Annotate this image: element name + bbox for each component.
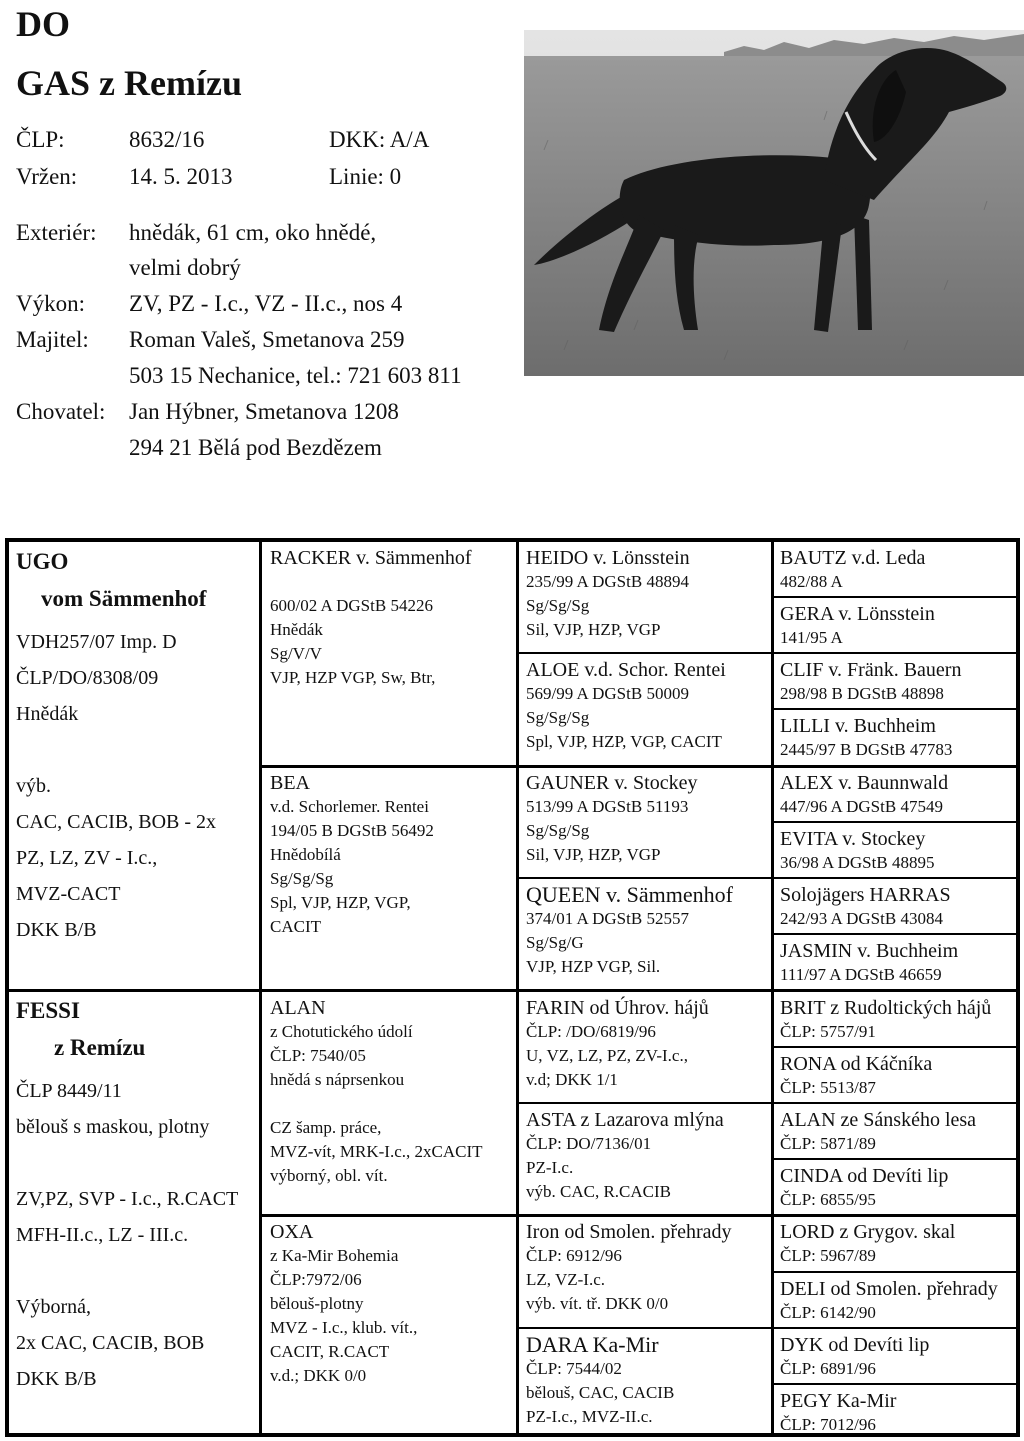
ancestor-name: HEIDO v. Lönsstein xyxy=(526,547,690,569)
ancestor-line: VJP, HZP VGP, Sil. xyxy=(526,957,661,976)
row-divider xyxy=(516,877,1016,879)
ancestor-line: 298/98 B DGStB 48898 xyxy=(780,684,944,703)
ancestor-line: v.d.; DKK 0/0 xyxy=(270,1366,367,1385)
row-divider xyxy=(771,708,1016,710)
ancestor-line: ČLP: 6891/96 xyxy=(780,1359,876,1378)
great-grandparent-cell xyxy=(526,1108,724,1204)
ancestor-line: PZ-I.c. xyxy=(526,1158,574,1177)
ancestor-name: Solojägers HARRAS xyxy=(780,884,951,906)
row-divider xyxy=(516,652,1016,654)
dam-line: MFH-II.c., LZ - III.c. xyxy=(16,1224,189,1246)
ancestor-name: DELI od Smolen. přehrady xyxy=(780,1278,998,1300)
row-divider xyxy=(516,1102,1016,1104)
owner-address: 503 15 Nechanice, tel.: 721 603 811 xyxy=(129,363,462,388)
ancestor-line: hnědá s náprsenkou xyxy=(270,1070,405,1089)
column-divider xyxy=(516,542,519,1433)
gg-grandparent-cell xyxy=(780,1277,998,1325)
gg-grandparent-cell xyxy=(780,546,925,594)
gg-grandparent-cell xyxy=(780,658,961,706)
ancestor-name: LORD z Grygov. skal xyxy=(780,1221,956,1243)
line-label: Linie: 0 xyxy=(329,164,402,189)
ancestor-line: ČLP: 5513/87 xyxy=(780,1078,876,1097)
ancestor-line: z Chotutického údolí xyxy=(270,1022,413,1041)
gg-grandparent-cell xyxy=(780,1389,896,1437)
row-divider xyxy=(516,1327,1016,1329)
ancestor-name: EVITA v. Stockey xyxy=(780,828,926,850)
ancestor-line: ČLP: 5757/91 xyxy=(780,1022,876,1041)
ancestor-line: 447/96 A DGStB 47549 xyxy=(780,797,943,816)
ancestor-line: 374/01 A DGStB 52557 xyxy=(526,909,689,928)
ancestor-line: ČLP:7972/06 xyxy=(270,1270,362,1289)
ancestor-name: BRIT z Rudoltických hájů xyxy=(780,997,992,1019)
dam-line: Výborná, xyxy=(16,1296,91,1318)
ancestor-line: z Ka-Mir Bohemia xyxy=(270,1246,399,1265)
row-divider xyxy=(771,821,1016,823)
ancestor-line: Sil, VJP, HZP, VGP xyxy=(526,620,661,639)
ancestor-line: ČLP: 6855/95 xyxy=(780,1190,876,1209)
owner-value: Roman Valeš, Smetanova 259 xyxy=(129,327,405,352)
ancestor-line: CACIT xyxy=(270,917,321,936)
ancestor-line: U, VZ, LZ, PZ, ZV-I.c., xyxy=(526,1046,688,1065)
clp-value: 8632/16 xyxy=(129,127,205,152)
gg-grandparent-cell xyxy=(780,602,935,650)
ancestor-line: CACIT, R.CACT xyxy=(270,1342,390,1361)
ancestor-line: v.d; DKK 1/1 xyxy=(526,1070,618,1089)
ancestor-line: 482/88 A xyxy=(780,572,843,591)
great-grandparent-cell xyxy=(526,1220,732,1316)
clp-label: ČLP: xyxy=(16,127,65,152)
great-grandparent-cell xyxy=(526,658,726,754)
row-divider xyxy=(771,1271,1016,1273)
ancestor-line: Sg/Sg/Sg xyxy=(526,708,590,727)
gg-grandparent-cell xyxy=(780,1108,976,1156)
sire-line: MVZ-CACT xyxy=(16,883,121,905)
ancestor-name: GERA v. Lönsstein xyxy=(780,603,935,625)
sire-line: výb. xyxy=(16,775,51,797)
ancestor-name: PEGY Ka-Mir xyxy=(780,1390,897,1412)
ancestor-line: ČLP: 7544/02 xyxy=(526,1359,622,1378)
ancestor-name: LILLI v. Buchheim xyxy=(780,715,936,737)
ancestor-name: JASMIN v. Buchheim xyxy=(780,940,959,962)
gg-grandparent-cell xyxy=(780,714,952,762)
ancestor-line: MVZ - I.c., klub. vít., xyxy=(270,1318,418,1337)
sire-line: PZ, LZ, ZV - I.c., xyxy=(16,847,158,869)
ancestor-line: Sg/Sg/Sg xyxy=(270,869,334,888)
grandparent-cell xyxy=(270,1220,417,1388)
row-divider xyxy=(259,765,1016,768)
ancestor-line: Hnědobílá xyxy=(270,845,341,864)
ancestor-line: 2445/97 B DGStB 47783 xyxy=(780,740,953,759)
ancestor-name: CINDA od Devíti lip xyxy=(780,1165,949,1187)
ancestor-name: GAUNER v. Stockey xyxy=(526,772,698,794)
ancestor-name: ALOE v.d. Schor. Rentei xyxy=(526,659,726,681)
ancestor-name: RACKER v. Sämmenhof xyxy=(270,547,472,569)
breeder-address: 294 21 Bělá pod Bezdězem xyxy=(129,435,382,460)
ancestor-line: 242/93 A DGStB 43084 xyxy=(780,909,943,928)
exterior-value: hnědák, 61 cm, oko hnědé, xyxy=(129,220,377,245)
breed-code: DO xyxy=(16,4,70,44)
owner-label: Majitel: xyxy=(16,327,89,352)
ancestor-line: bělouš, CAC, CACIB xyxy=(526,1383,675,1402)
sire-line: DKK B/B xyxy=(16,919,97,941)
breeder-value: Jan Hýbner, Smetanova 1208 xyxy=(129,399,399,424)
sire-name: UGO xyxy=(16,549,69,574)
row-divider xyxy=(771,596,1016,598)
ancestor-name: BAUTZ v.d. Leda xyxy=(780,547,926,569)
ancestor-line: MVZ-vít, MRK-I.c., 2xCACIT xyxy=(270,1142,483,1161)
dkk-label: DKK: A/A xyxy=(329,127,430,152)
row-divider xyxy=(771,933,1016,935)
sire-line xyxy=(16,732,216,768)
ancestor-line: bělouš-plotny xyxy=(270,1294,364,1313)
gg-grandparent-cell xyxy=(780,1333,929,1381)
gg-grandparent-cell xyxy=(780,771,948,819)
dam-name: FESSI xyxy=(16,998,80,1023)
ancestor-line: CZ šamp. práce, xyxy=(270,1118,382,1137)
column-divider xyxy=(259,542,262,1433)
sire-line: Hnědák xyxy=(16,703,79,725)
grandparent-cell xyxy=(270,546,471,690)
row-divider xyxy=(771,1046,1016,1048)
dam-line: DKK B/B xyxy=(16,1368,97,1390)
great-grandparent-cell xyxy=(526,546,690,642)
ancestor-name: FARIN od Úhrov. hájů xyxy=(526,997,709,1019)
gg-grandparent-cell xyxy=(780,1052,932,1100)
ancestor-line: 111/97 A DGStB 46659 xyxy=(780,965,942,984)
dam-line xyxy=(16,1253,238,1289)
sire-line: ČLP/DO/8308/09 xyxy=(16,667,159,689)
dam-line xyxy=(16,1145,238,1181)
ancestor-line: ČLP: 5871/89 xyxy=(780,1134,876,1153)
ancestor-line: Hnědák xyxy=(270,620,323,639)
great-grandparent-cell xyxy=(526,771,697,867)
breeder-label: Chovatel: xyxy=(16,399,106,424)
ancestor-line: ČLP: 7012/96 xyxy=(780,1415,876,1434)
gg-grandparent-cell xyxy=(780,1220,955,1268)
sire-line: CAC, CACIB, BOB - 2x xyxy=(16,811,217,833)
ancestor-name: CLIF v. Fränk. Bauern xyxy=(780,659,962,681)
ancestor-line: Spl, VJP, HZP, VGP, xyxy=(270,893,411,912)
sire-kennel: vom Sämmenhof xyxy=(41,586,207,611)
grandparent-cell xyxy=(270,996,482,1188)
ancestor-name: ALAN xyxy=(270,997,326,1019)
ancestor-line: Sg/Sg/G xyxy=(526,933,584,952)
dog-photo xyxy=(524,30,1024,376)
dam-line: ČLP 8449/11 xyxy=(16,1080,122,1102)
performance-label: Výkon: xyxy=(16,291,85,316)
grandparent-cell xyxy=(270,771,434,939)
born-value: 14. 5. 2013 xyxy=(129,164,233,189)
sire-line: VDH257/07 Imp. D xyxy=(16,631,177,653)
performance-value: ZV, PZ - I.c., VZ - II.c., nos 4 xyxy=(129,291,403,316)
ancestor-line: VJP, HZP VGP, Sw, Btr, xyxy=(270,668,436,687)
ancestor-line: 194/05 B DGStB 56492 xyxy=(270,821,434,840)
row-divider xyxy=(771,1158,1016,1160)
ancestor-name: ALAN ze Sánského lesa xyxy=(780,1109,977,1131)
ancestor-line: ČLP: 7540/05 xyxy=(270,1046,366,1065)
ancestor-line: 36/98 A DGStB 48895 xyxy=(780,853,935,872)
born-label: Vržen: xyxy=(16,164,78,189)
dam-cell xyxy=(16,997,238,1397)
ancestor-line: 600/02 A DGStB 54226 xyxy=(270,596,433,615)
row-divider xyxy=(771,1383,1016,1385)
ancestor-name: ASTA z Lazarova mlýna xyxy=(526,1109,724,1131)
ancestor-line: ČLP: 6142/90 xyxy=(780,1303,876,1322)
ancestor-line: 235/99 A DGStB 48894 xyxy=(526,572,689,591)
ancestor-line: ČLP: DO/7136/01 xyxy=(526,1134,652,1153)
gg-grandparent-cell xyxy=(780,827,934,875)
ancestor-name: RONA od Káčníka xyxy=(780,1053,933,1075)
dam-line: 2x CAC, CACIB, BOB xyxy=(16,1332,205,1354)
ancestor-line: Sil, VJP, HZP, VGP xyxy=(526,845,661,864)
ancestor-line: Sg/Sg/Sg xyxy=(526,821,590,840)
ancestor-name: OXA xyxy=(270,1221,314,1243)
ancestor-line: Sg/Sg/Sg xyxy=(526,596,590,615)
row-divider xyxy=(9,989,1016,992)
gg-grandparent-cell xyxy=(780,939,958,987)
ancestor-line: ČLP: 5967/89 xyxy=(780,1246,876,1265)
great-grandparent-cell xyxy=(526,996,709,1092)
ancestor-line: 141/95 A xyxy=(780,628,843,647)
dam-line: bělouš s maskou, plotny xyxy=(16,1116,210,1138)
ancestor-line xyxy=(270,570,471,594)
sire-cell xyxy=(16,548,216,948)
ancestor-line xyxy=(270,1092,482,1116)
ancestor-line: ČLP: 6912/96 xyxy=(526,1246,622,1265)
ancestor-line: Sg/V/V xyxy=(270,644,322,663)
great-grandparent-cell xyxy=(526,883,733,979)
ancestor-line: 513/99 A DGStB 51193 xyxy=(526,797,689,816)
pedigree-table xyxy=(5,538,1020,1437)
ancestor-line: výborný, obl. vít. xyxy=(270,1166,388,1185)
ancestor-name: Iron od Smolen. přehrady xyxy=(526,1221,732,1243)
gg-grandparent-cell xyxy=(780,883,951,931)
dam-kennel: z Remízu xyxy=(54,1035,146,1060)
ancestor-line: v.d. Schorlemer. Rentei xyxy=(270,797,429,816)
great-grandparent-cell xyxy=(526,1333,674,1429)
ancestor-line: Spl, VJP, HZP, VGP, CACIT xyxy=(526,732,722,751)
column-divider xyxy=(771,542,774,1433)
ancestor-line: ČLP: /DO/6819/96 xyxy=(526,1022,656,1041)
dam-line: ZV,PZ, SVP - I.c., R.CACT xyxy=(16,1188,239,1210)
ancestor-name: BEA xyxy=(270,772,310,794)
gg-grandparent-cell xyxy=(780,1164,948,1212)
dog-name: GAS z Remízu xyxy=(16,63,242,103)
ancestor-name: QUEEN v. Sämmenhof xyxy=(526,882,733,907)
gg-grandparent-cell xyxy=(780,996,991,1044)
ancestor-line: LZ, VZ-I.c. xyxy=(526,1270,605,1289)
row-divider xyxy=(259,1214,1016,1217)
ancestor-line: PZ-I.c., MVZ-II.c. xyxy=(526,1407,653,1426)
ancestor-name: DARA Ka-Mir xyxy=(526,1332,659,1357)
ancestor-line: 569/99 A DGStB 50009 xyxy=(526,684,689,703)
exterior-value-cont: velmi dobrý xyxy=(129,255,241,280)
ancestor-line: výb. vít. tř. DKK 0/0 xyxy=(526,1294,669,1313)
ancestor-line: výb. CAC, R.CACIB xyxy=(526,1182,671,1201)
ancestor-name: ALEX v. Baunnwald xyxy=(780,772,949,794)
exterior-label: Exteriér: xyxy=(16,220,97,245)
ancestor-name: DYK od Devíti lip xyxy=(780,1334,930,1356)
